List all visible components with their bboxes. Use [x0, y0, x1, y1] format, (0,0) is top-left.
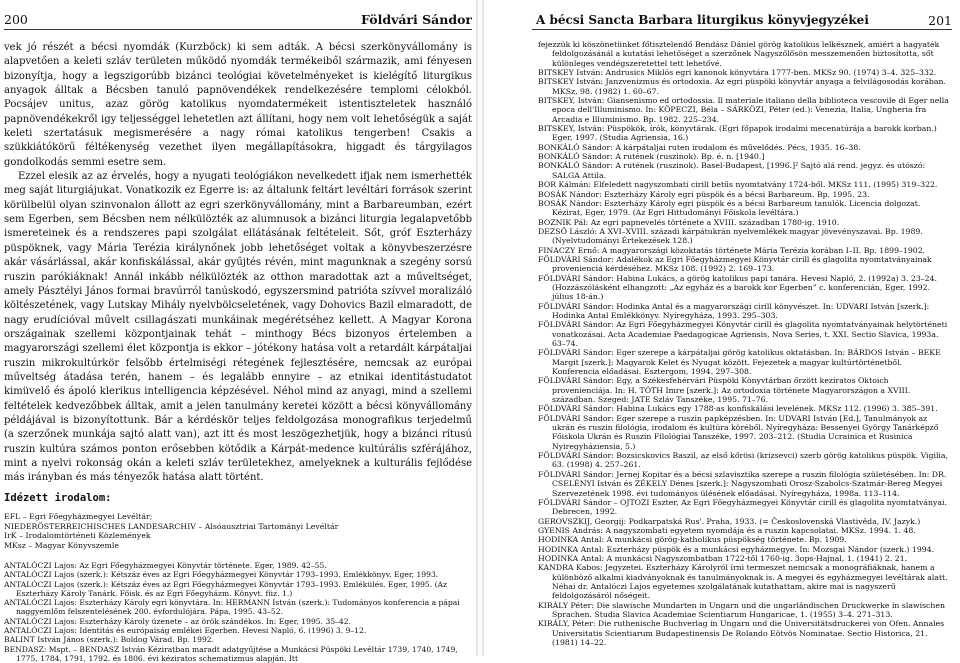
reference-entry: FINACZY Ernő: A magyarországi közoktatás története Mária Terézia korában I–II. Bp. 1899–1902. — [538, 245, 926, 255]
paragraph: Ezzel elesik az az érvelés, hogy a nyugati teológiákon nevelkedett ifjak nem ismerhették meg saját liturgiájukat. Vonatkozik ez Egerre is: az általunk feltárt levéltári források szerint körülbelül olyan szinvonalon állott az egri szerkönyvállomány, mint a Barbareumban, ezért sem Egerben, sem Bécsben nem nélkülözték az alumnusok a bizánci liturgia legalapvetőbb ismereteinek és a rendszeres papi szolgálat ellátásának feltételeit. Sőt, gróf Eszterházy püspöknek, vagy Mária Terézia királynőnek jobb lehetőséget voltak a könyvbeszerzésre akár vásárlással, akár konfiskálással, akár gyűjtés révén, mint magunknak a szegény sorsú ruszin parókiáknak! Annál inkább nélkülözték az otthon maradottak azt a műveltséget, amely Pásztélyi János formai bravúrról tanúskodó, egyszersmind patrióta szívvel moralizáló költészetének, vagy Lutskay Mihály nyelvbölcseletének, vagy Dohovics Bazil elmaradott, de nagy erudícióval művelt csillagászati munkáinak megérétséhez kellett. A Magyar Korona országainak szellemi központjainak tehát – minthogy Bécs bizonyos értelemben a magyarországi szellemi élet központja is ekkor – jótékony hatása volt a retardált kárpátaljai ruszin mikrokultúrkör felsőbb értelmiségi rétegének fejlesztésére, nemcsak az európai műveltség átadása terén, hanem – és legalább ennyire – az etnikai identitástudatot kimüvelő és ápoló klerikus intelligencia képzésével. Néhol mind az anyagi, mind a szellemi feltételek kedvezőbbek álltak, amit a jelen tanulmány keretei között a bécsi könyvállomány példájával is bizonyítottunk. Bár a kérdéskör teljes feldolgozása monografikus terjedelmű (a szerzőnek munkája sajtó alatt van), azt itt és most leszögezhetjük, hogy a bizánci rítusú ruszin kultúra számos ponton erősebben kötődik a Kárpát-medence kultúrális szférájához, mint a nyelvi rokonság okán a keleti szláv területekhez, amelyeknek a kulturális fejlődése más irányban és más tényezők hatása alatt történt. — [4, 171, 472, 484]
reference-entry: BOR Kálmán: Elfeledett nagyszombati cirill betűs nyomtatvány 1724-ből. MKSz 111. (1995) 319–322. — [538, 180, 938, 190]
reference-entry: KIRÁLY, Péter: Die ruthenische Buchverlag in Ungarn und die Universitätsdruckerei von Ofen. Annales Universitatis Scientiarum Budapestinensis De Rolando Eötvös Nominatae. Sectio Historica, 21. (1981) 14–22. — [538, 619, 945, 647]
reference-entry: BALINT István János (szerk.): Boldog Várad. Bp. 1992. — [4, 635, 215, 645]
reference-entry: HODINKA Antal: Eszterházy püspök és a munkácsi egyházmegye. In: Mozsgai Nándor (szerk.) 1994. — [538, 544, 935, 554]
reference-entry: fejezzük ki köszönetünket főtisztelendő Bendász Dániel görög katolikus lelkésznek, amiért a hagyaték feldolgozásánál a kutatási lehetőséget a szerzőnek Nagyszőlősön messzemenően biztosította, sőt különleges vendégszeretettel tett lehetővé. — [538, 40, 940, 68]
reference-entry: BENDASZ: Mspt. – BENDASZ István Kéziratban maradt adatgyűjtése a Munkácsi Püspöki Levéltár 1739, 1740, 1749, 1775, 1784, 1791, 1792. és 1806. évi kéziratos schematizmus alapján. Itt — [4, 644, 458, 663]
right-page — [482, 0, 960, 656]
reference-entry: BOSÁK Nándor: Eszterházy Károly egri püspök és a bécsi Barbareum. Bp. 1995. 23. — [538, 189, 870, 199]
reference-entry: GYENIS András: A nagyszombati egyetem nyomdája és a ruszin kapcsolatai. MKSz. 1994. 1. 48. — [538, 525, 916, 535]
reference-entry: ANTALÓCZI Lajos: Eszterházy Károly üzenete – az örök szándékos. In: Eger, 1995. 35–42. — [4, 616, 351, 626]
reference-entry: BONKÁLÓ Sándor: A rutének (ruszinok). Bp. é. n. [1940.] — [538, 152, 765, 162]
reference-entry: BOZNIK Pál: Az egri papnevelés története a XVIII. században 1780-ig. 1910. — [538, 217, 840, 227]
reference-entry: BITSKEY István: Janzvenizmus és ortodoxia. Az egri püspöki könyvtár anyaga a felvilágosodás korában. MKSz, 98. (1982) 1. 60–67. — [538, 77, 946, 96]
abbreviation-item: MKsz – Magyar Könyvszemle — [4, 540, 120, 550]
reference-entry: FÖLDVÁRI Sándor: Adalékok az Egri Főegyházmegyei Könyvtár cirill és glagolita nyomtatványainak provenienciá kérdéséhez. MKSz 108. (1992) 2. 169–173. — [538, 254, 932, 274]
abbreviation-item: NIEDERÖSTERREICHISCHES LANDESARCHIV – Alsóausztriai Tartományi Levéltár — [4, 521, 339, 531]
reference-entry: ANTALÓCZI Lajos: Identitás és európaiság emlékei Egerben. Hevesi Napló, 6. (1996) 3. 9–12. — [4, 626, 367, 636]
reference-entry: DEZSŐ László: A XVI–XVIII. századi kárpátukrán nyelvemlékek magyar jövevényszavai. Bp. 1989. (Nyelvtudományi Értekezések 128.) — [538, 226, 923, 246]
abbreviation-item: EFL – Egri Főegyházmegyei Levéltár; — [4, 512, 153, 521]
reference-entry: BONKÁLÓ Sándor: A kárpátaljai ruten irodalom és művelődés. Pécs, 1935. 16–38. — [538, 142, 861, 152]
reference-entry: HODINKA Antal: A munkácsi görög-katholikus püspökség története. Bp. 1909. — [538, 535, 847, 545]
reference-entry: BITSKEY István: Andrusics Miklós egri kanonok könyvtára 1777-ben. MKSz 90. (1974) 3–4. 325–332. — [538, 68, 937, 78]
abbreviation-item: IrK – Irodalomtörténeti Közlemények — [4, 531, 151, 541]
reference-entry: ANTALÓCZI Lajos: Eszterházy Károly egri könyvtára. In: HERMANN István (szerk.): Tudományos konferencia a pápai naggyemlőm felszentelésének 200. évfordulójára. Pápa, 1995. 43–52. — [4, 598, 460, 617]
abbreviation-list — [4, 512, 472, 550]
left-page — [0, 0, 478, 663]
paragraph: vek jó részét a bécsi nyomdák (Kurzböck) ki sem adták. A bécsi szerkönyvállomány is alapvetően a keleti szláv területen működő nyomdák termékeiből származik, ami fényesen bizonyítja, hogy a legszigorúbb bizánci teológiai követelményeket is kielégítő liturgikus anyagok álltak a Bécsben tanuló papnövendékek rendelkezésére templomi célokból. Pocsájev unitus, azaz görög katolikus nyomdatermékeit istentiszteletek használó papnövendékekről igy teljességgel lehetetlen azt állítani, hogy nem volt lehetőségük a saját keleti szertatásuk megismerésére a nagy római katolikus tengerben! Csakis a szükkiátókörű féltékenység vezethet ilyen megállapításokra, higgadt és tárgyilagos gondolkodás semmi esetre sem. — [4, 42, 472, 168]
reference-entry: BITSKEY, István: Püspökök, írók, könyvtárak. (Egri főpapok irodalmi mecenatúrája a barokk korban.) Eger, 1997. (Studia Agriensia, 16.) — [538, 124, 937, 143]
reference-entry: FÖLDVÁRI Sándor: Habina Lukács egy 1788-as konfiskálási levelének. MKSz 112. (1996) 3. 385–391. — [538, 404, 938, 414]
reference-entry: FÖLDVÁRI Sándor: Habina Lukács, a görög katolikus papi tanára. Hevesi Napló, 2. (1992a) 3. 23–24. (Hozzászólásként elhangzott: „Az egyház és a barokk kor Egerben” c. konferencián, Eger, 1992. július 18-án.) — [538, 273, 937, 302]
reference-entry: FÖLDVÁRI Sándor – OJTOZI Eszter, Az Egri Főegyházmegyei Könyvtár cirill és glagolita nyomtatványai. Debrecen, 1992. — [538, 497, 947, 517]
reference-entry: GEROVSZKIJ, Georgij: Podkarpatská Rus'. Praha, 1933. (= Československá Vlastivěda, IV. Jazyk.) — [538, 516, 921, 526]
reference-entry: HODINKA Antal: A munkácsi Nagyszombatban 1722-től 1760-ig. 3ops-Hajnal, 1. (1941) 2. 21. — [538, 553, 908, 563]
reference-entry: ANTALÓCZI Lajos: Az Egri Főegyházmegyei Könyvtár története. Eger, 1989. 42–55. — [4, 561, 327, 570]
reference-entry: FÖLDVÁRI Sándor: Eger szerepe a kárpátaljai görög katolikus oktatásban. In: BÁRDOS István – BEKE Margit [szerk.]: Magyarok Kelet és Nyugat között. Fejezetek a magyar kultúrtörténetből. Konferencia előadásai. Esztergom, 1994. 297–308. — [538, 348, 941, 377]
body-text — [4, 41, 472, 486]
reference-entry: BOSÁK Nándor: Eszterházy Károly egri püspök és a bécsi Barbareum tanulók. Licencia dolgozat. Kézirat, Eger, 1979. (Az Egri Hittudományi Főiskola levéltára.) — [538, 198, 921, 218]
running-title: A bécsi Sancta Barbara liturgikus könyvjegyzékei — [536, 13, 869, 27]
reference-entry: FÖLDVÁRI Sándor: Eger szerepe a ruszin papképzésben. In: UDVARI István [Ed.], Tanulmányok az ukrán és ruszin filológia, irodalom és kultúra köréből. Nyíregyháza: Bessenyei György Tanárképző Főiskola Ukrán és Ruszin Filológiai Tanszéke, 1997. 203–212. (Studia Ucrainica et Rusinica Nyiregyháziensia, 5.) — [538, 413, 939, 451]
running-author: Földvári Sándor — [361, 12, 472, 27]
references-heading: Idézett irodalom: — [4, 492, 112, 504]
left-page-number: 200 — [4, 12, 28, 27]
left-reference-list — [4, 561, 472, 663]
reference-entry: BONKÁLÓ Sándor: A rutének (ruszinok). Basel-Budapest, [1996.]² Sajtó alá rend. jegyz. és utószó: SALGA Attila. — [538, 161, 926, 180]
reference-entry: KANDRA Kabos: Jegyzetei. Eszterházy Károlyról írni termeszet nemcsak a monográfiáknak, hanem a különböző alkalmi kiadványoknak és tanulmányoknak is. A megyei és egyházmegyei levéltárak alatt. Néhai dr. Antalóczi Lajos egyetemes szolgálatának kutathattam, akire mai is nagyszerű feldolgozásáról nőségeit. — [538, 563, 948, 601]
reference-entry: KIRÁLY Péter: Die slawische Mundarten in Ungarn und die ungarländischen Druckwerke in slawischen Sprachen. Studia Slavica Academiae Scientiarum Hungaricae, 1. (1955) 3–4. 271–313. — [538, 600, 945, 619]
reference-entry: ANTALÓCZI Lajos (szerk.): Kétszáz éves az Egri Főegyházmegyei Könyvtár 1793–1993. Emlékkönyv. Eger, 1993. — [4, 570, 439, 580]
reference-entry: BITSKEY, István: Giansenismo ed ortodossia. Il materiale italiano della biblioteca vescovile di Eger nella epoca dell'Illuminismo. In: KÖPECZI, Béla – SÁRKÖZI, Péter (ed.): Venezia, Italia, Ungheria fra Arcadia e Illuminismo. Bp. 1982. 225–234. — [538, 96, 949, 124]
reference-entry: ANTALÓCZI Lajos (szerk.): Kétszáz éves az Egri Főegyházmegyei Könyvtár 1793–1993. Emlékülés. Eger, 1995. (Az Eszterházy Károly Tanárk. Főisk. és az Egri Főegyházm. Könyvt. füz. 1.) — [4, 579, 448, 598]
header-rule — [4, 29, 472, 30]
reference-entry: FÖLDVÁRI Sándor: Jernej Kopitar és a bécsi szlavisztika szerepe a ruszin filológia születésében. In: DR. CSELÉNYI István és ZÉKELY Dénes [szerk.]: Nagyszombati Orosz-Szabolcs-Szatmár-Bereg Megyei Szervezetének 1998. évi tudományos ülésének előadásai. Nyíregyháza, 1998a. 113–114. — [538, 469, 947, 498]
reference-entry: FÖLDVÁRI Sándor: Az Egri Főegyházmegyei Könyvtár cirill és glagolita nyomtatványainak helytörténeti vonatkozásai. Acta Academiae Paedagogicae Agriensis, Nova Series, t. XXI. Sectio Slavica, 1993a. 63–74. — [538, 320, 948, 348]
right-reference-list — [538, 40, 950, 647]
reference-entry: FÖLDVÁRI Sándor: Bozsicskovics Baszil, az első kőrösi (krizsevci) szerb görög katolikus püspök. Vigilia, 63. (1998) 4. 257–261. — [538, 451, 948, 470]
header-rule — [532, 29, 952, 30]
reference-entry: FÖLDVÁRI Sándor: Hodinka Antal és a magyarországi cirill könyvészet. In: UDVARI István [szerk.]: Hodinka Antal Emlékkönyv. Nyíregyháza, 1993. 295–303. — [538, 301, 930, 320]
right-page-number: 201 — [928, 13, 952, 28]
reference-entry: FÖLDVÁRI Sándor: Egy, a Székesfehérvári Püspöki Könyvtárban őrzött keziratos Oktoich provenienciája. In: H. TÓTH Imre [szerk.]: Az ortodoxia története Magyarországon a XVIII. században. Szeged: JATE Szláv Tanszéke, 1995. 71–76. — [538, 376, 911, 405]
